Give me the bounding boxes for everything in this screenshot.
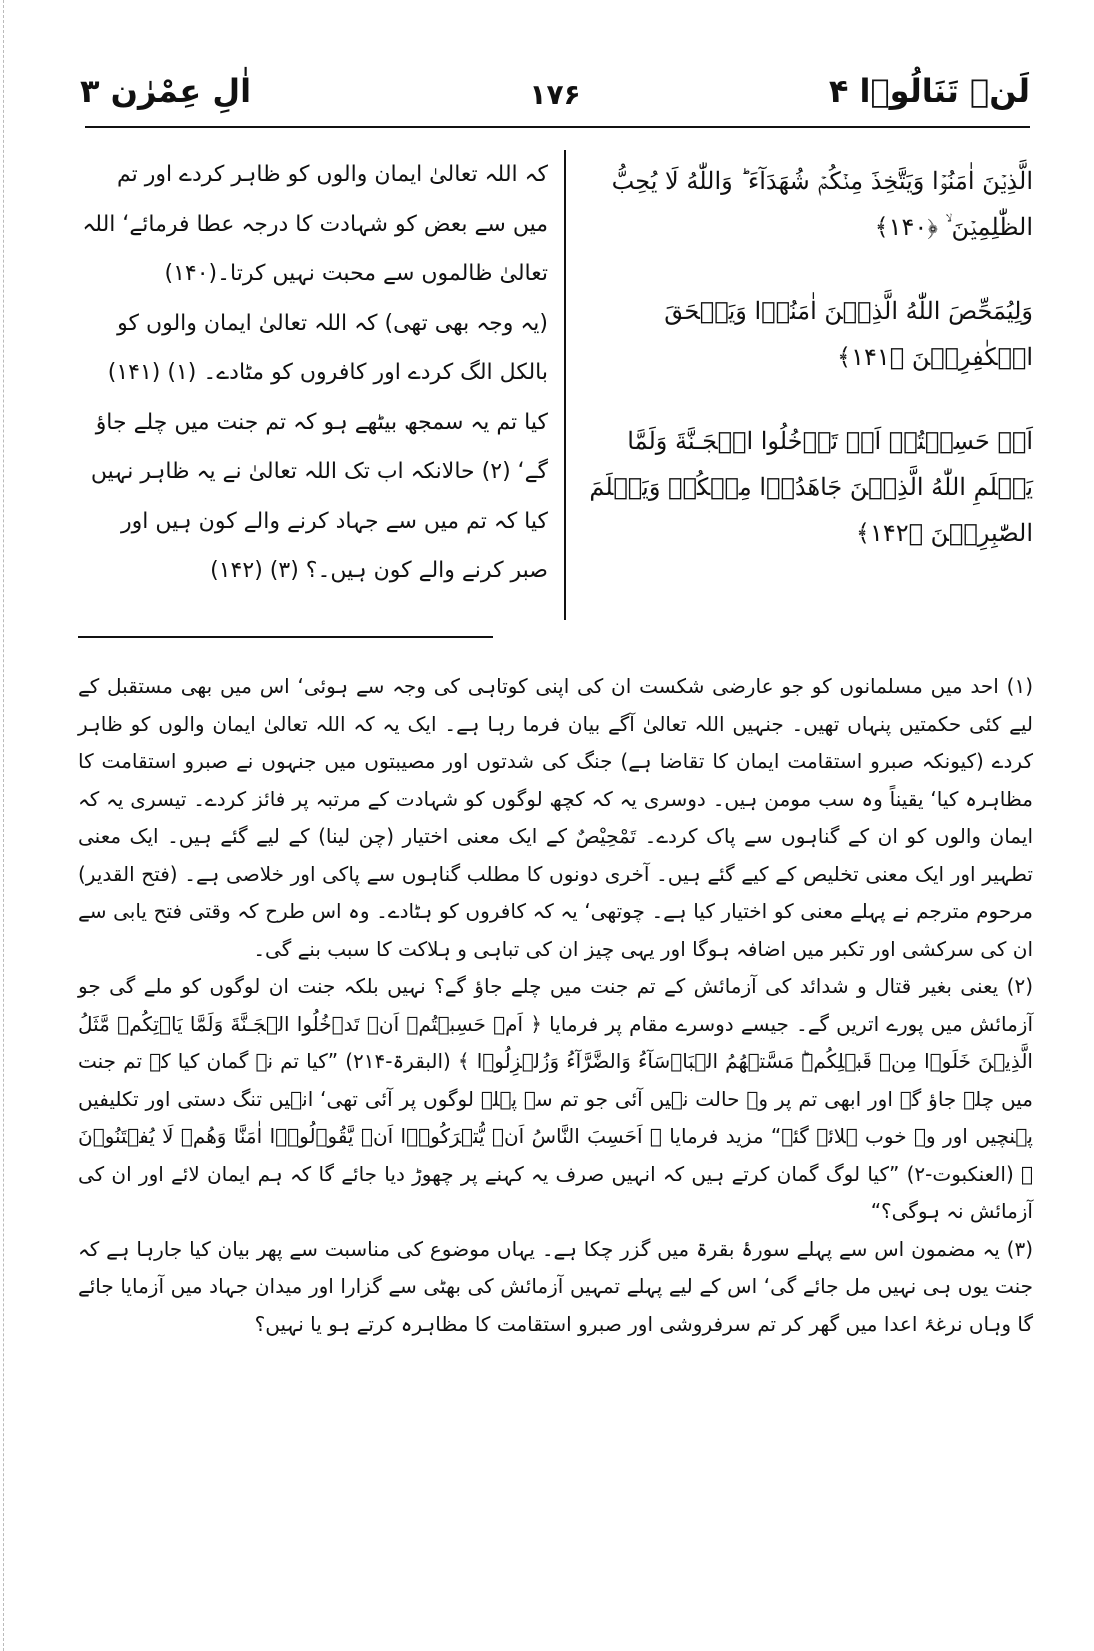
footnotes-section xyxy=(78,668,1033,1343)
ayah-141: وَلِيُمَحِّصَ اللّٰهُ الَّذِيۡنَ اٰمَنُوۡا وَيَمۡحَقَ الۡكٰفِرِيۡنَ ﴿۱۴۱﴾ xyxy=(664,297,1033,371)
footnote-1: (۱) احد میں مسلمانوں کو جو عارضی شکست ان کی اپنی کوتاہی کی وجہ سے ہوئی‘ اس میں بھی مستقبل کے لیے کئی حکمتیں پنہاں تھیں۔ جنہیں اللہ تعالیٰ آگے بیان فرما رہا ہے۔ ایک یہ کہ اللہ تعالیٰ ایمان والوں کو ظاہر کردے (کیونکہ صبرو استقامت ایمان کا تقاضا ہے) جنگ کی شدتوں اور مصیبتوں میں جنہوں نے صبرو استقامت کا مظاہرہ کیا‘ یقیناً وہ سب مومن ہیں۔ دوسری یہ کہ کچھ لوگوں کو شہادت کے مرتبہ پر فائز کردے۔ تیسری یہ کہ ایمان والوں کو ان کے گناہوں سے پاک کردے۔ تَمْحِيْصٌ کے ایک معنی اختیار (چن لینا) کے لیے گئے ہیں۔ ایک معنی تطہیر اور ایک معنی تخلیص کے کیے گئے ہیں۔ آخری دونوں کا مطلب گناہوں سے پاکی اور خلاصی ہے۔ (فتح القدیر) مرحوم مترجم نے پہلے معنی کو اختیار کیا ہے۔ چوتھی‘ یہ کہ کافروں کو ہٹادے۔ وہ اس طرح کہ وقتی فتح یابی سے ان کی سرکشی اور تکبر میں اضافہ ہوگا اور یہی چیز ان کی تباہی و ہلاکت کا سبب بنے گی۔ xyxy=(78,674,1033,961)
header-rule xyxy=(85,126,1030,128)
page-header xyxy=(80,72,1030,122)
translation-142: کیا تم یہ سمجھ بیٹھے ہو کہ تم جنت میں چلے جاؤ گے‘ (۲) حالانکہ اب تک اللہ تعالیٰ نے یہ ظاہر نہیں کیا کہ تم میں سے جہاد کرنے والے کون ہیں اور صبر کرنے والے کون ہیں۔؟ (۳) (۱۴۲) xyxy=(90,409,548,583)
page-binding-edge xyxy=(3,0,8,1651)
ayah-140: الَّذِيۡنَ اٰمَنُوۡا وَيَتَّخِذَ مِنۡكُمۡ شُهَدَآءَ ‌ؕ وَاللّٰهُ لَا يُحِبُّ الظّٰلِمِيۡنَ ۙ ﴿۱۴۰﴾ xyxy=(611,167,1033,241)
translation-140: کہ اللہ تعالیٰ ایمان والوں کو ظاہر کردے اور تم میں سے بعض کو شہادت کا درجہ عطا فرمائے‘ اللہ تعالیٰ ظالموں سے محبت نہیں کرتا۔(۱۴۰) xyxy=(82,162,548,286)
translation-141: (یہ وجہ بھی تھی) کہ اللہ تعالیٰ ایمان والوں کو بالکل الگ کردے اور کافروں کو مٹادے۔ (۱) (۱۴۱) xyxy=(107,310,548,385)
urdu-translation-column xyxy=(78,150,548,596)
column-divider xyxy=(564,150,566,620)
footnote-3: (۳) یہ مضمون اس سے پہلے سورۂ بقرۃ میں گزر چکا ہے۔ یہاں موضوع کی مناسبت سے پھر بیان کیا جارہا ہے کہ جنت یوں ہی نہیں مل جائے گی‘ اس کے لیے پہلے تمہیں آزمائش کی بھٹی سے گزارا اور میدان جہاد میں آزمایا جائے گا وہاں نرغۂ اعدا میں گھر کر تم سرفروشی اور صبرو استقامت کا مظاہرہ کرتے ہو یا نہیں؟ xyxy=(78,1236,1033,1336)
juz-title: لَنۡ تَنَالُوۡا ۴ xyxy=(828,72,1030,110)
page-number: ۱۷۶ xyxy=(529,78,581,111)
footnote-rule xyxy=(78,636,493,638)
surah-title: اٰلِ عِمْرٰن ۳ xyxy=(80,72,252,110)
arabic-text-column xyxy=(578,158,1033,594)
ayah-142: اَمۡ حَسِبۡتُمۡ اَنۡ تَدۡخُلُوا الۡجَـنَّةَ وَلَمَّا يَعۡلَمِ اللّٰهُ الَّذِيۡنَ جَاهَدُوۡا مِنۡكُمۡ وَيَعۡلَمَ الصّٰبِرِيۡنَ ﴿۱۴۲﴾ xyxy=(589,427,1033,547)
footnote-2: (۲) یعنی بغیر قتال و شدائد کی آزمائش کے تم جنت میں چلے جاؤ گے؟ نہیں بلکہ جنت ان لوگوں کو ملے گی جو آزمائش میں پورے اتریں گے۔ جیسے دوسرے مقام پر فرمایا ﴿ اَمۡ حَسِبۡتُمۡ اَنۡ تَدۡخُلُوا الۡجَـنَّةَ وَلَمَّا يَاۡتِكُمۡ مَّثَلُ الَّذِيۡنَ خَلَوۡا مِنۡ قَبۡلِكُمۡ‌ؕ مَسَّتۡهُمُ الۡبَاۡسَآءُ وَالضَّرَّآءُ وَزُلۡزِلُوۡا ﴾ (البقرۃ-۲۱۴) ”کیا تم نے گمان کیا کہ تم جنت میں چلے جاؤ گے اور ابھی تم پر وہ حالت نہیں آئی جو تم سے پہلے لوگوں پر آئی تھی‘ انہیں تنگ دستی اور تکلیفیں پہنچیں اور وہ خوب ہلائے گئے“ مزید فرمایا ﴿ اَحَسِبَ النَّاسُ اَنۡ يُّتۡرَكُوۡۤا اَنۡ يَّقُوۡلُوۡۤا اٰمَنَّا وَهُمۡ لَا يُفۡتَنُوۡنَ ﴾ (العنکبوت-۲) ”کیا لوگ گمان کرتے ہیں کہ انہیں صرف یہ کہنے پر چھوڑ دیا جائے گا کہ ہم ایمان لائے اور ان کی آزمائش نہ ہوگی؟“ xyxy=(78,974,1033,1223)
